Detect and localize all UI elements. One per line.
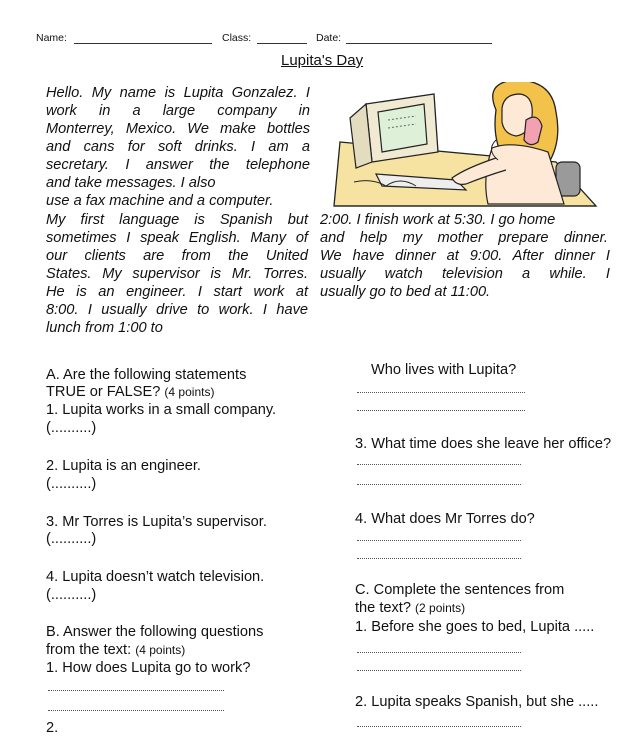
story-line: usually watch television a while. I	[320, 266, 610, 282]
story-line: Monterrey, Mexico. We make bottles	[46, 121, 310, 137]
section-a-heading: A. Are the following statements	[46, 367, 247, 383]
tf-answer-4[interactable]: (..........)	[46, 587, 97, 603]
answer-line[interactable]	[357, 558, 521, 559]
answer-line[interactable]	[357, 392, 525, 393]
story-line: secretary. I answer the telephone	[46, 157, 310, 173]
story-line: 8:00. I usually drive to work. I have	[46, 302, 308, 318]
date-field[interactable]	[346, 43, 492, 44]
answer-line[interactable]	[357, 410, 525, 411]
story-line: our clients are from the United	[46, 248, 308, 264]
story-line: 2:00. I finish work at 5:30. I go home	[320, 212, 556, 228]
section-c-heading: C. Complete the sentences from	[355, 582, 565, 598]
story-line: Hello. My name is Lupita Gonzalez. I	[46, 85, 310, 101]
question-2-text: Who lives with Lupita?	[371, 362, 517, 378]
story-line: States. My supervisor is Mr. Torres.	[46, 266, 308, 282]
tf-statement-3: 3. Mr Torres is Lupita’s supervisor.	[46, 514, 267, 530]
answer-line[interactable]	[357, 726, 521, 727]
section-b-points: (4 points)	[135, 643, 186, 657]
question-4: 4. What does Mr Torres do?	[355, 511, 535, 527]
question-1: 1. How does Lupita go to work?	[46, 660, 251, 676]
answer-line[interactable]	[357, 670, 521, 671]
story-line: work in a large company in	[46, 103, 310, 119]
story-line: use a fax machine and a computer.	[46, 193, 274, 209]
tf-statement-2: 2. Lupita is an engineer.	[46, 458, 201, 474]
tf-answer-1[interactable]: (..........)	[46, 420, 97, 436]
name-field[interactable]	[74, 43, 212, 44]
section-a-heading-2: TRUE or FALSE? (4 points)	[46, 384, 215, 400]
page-title: Lupita's Day	[281, 52, 364, 69]
section-b-heading-2: from the text: (4 points)	[46, 642, 186, 658]
answer-line[interactable]	[357, 484, 521, 485]
answer-line[interactable]	[357, 464, 521, 465]
date-label: Date:	[316, 32, 342, 44]
story-line: sometimes I speak English. Many of	[46, 230, 308, 246]
sentence-2: 2. Lupita speaks Spanish, but she .....	[355, 694, 599, 710]
answer-line[interactable]	[48, 690, 224, 691]
section-c-points: (2 points)	[415, 601, 466, 615]
answer-line[interactable]	[357, 652, 521, 653]
secretary-illustration	[316, 82, 612, 218]
section-c-heading-2: the text? (2 points)	[355, 600, 466, 616]
story-line: usually go to bed at 11:00.	[320, 284, 491, 300]
story-line: and help my mother prepare dinner.	[320, 230, 608, 246]
story-line: and take messages. I also	[46, 175, 216, 191]
tf-answer-3[interactable]: (..........)	[46, 531, 97, 547]
story-line: He is an engineer. I start work at	[46, 284, 308, 300]
story-line: and cans for soft drinks. I am a	[46, 139, 310, 155]
answer-line[interactable]	[48, 710, 224, 711]
story-line: lunch from 1:00 to	[46, 320, 163, 336]
question-2: 2.	[46, 720, 59, 736]
class-field[interactable]	[257, 43, 307, 44]
section-a-points: (4 points)	[164, 385, 215, 399]
sentence-1: 1. Before she goes to bed, Lupita .....	[355, 619, 595, 635]
class-label: Class:	[222, 32, 252, 44]
name-label: Name:	[36, 32, 67, 44]
answer-line[interactable]	[357, 540, 521, 541]
story-line: My first language is Spanish but	[46, 212, 308, 228]
question-3: 3. What time does she leave her office?	[355, 436, 612, 452]
section-b-heading: B. Answer the following questions	[46, 624, 264, 640]
story-line: We have dinner at 9:00. After dinner I	[320, 248, 610, 264]
tf-answer-2[interactable]: (..........)	[46, 476, 97, 492]
tf-statement-4: 4. Lupita doesn’t watch television.	[46, 569, 265, 585]
tf-statement-1: 1. Lupita works in a small company.	[46, 402, 277, 418]
